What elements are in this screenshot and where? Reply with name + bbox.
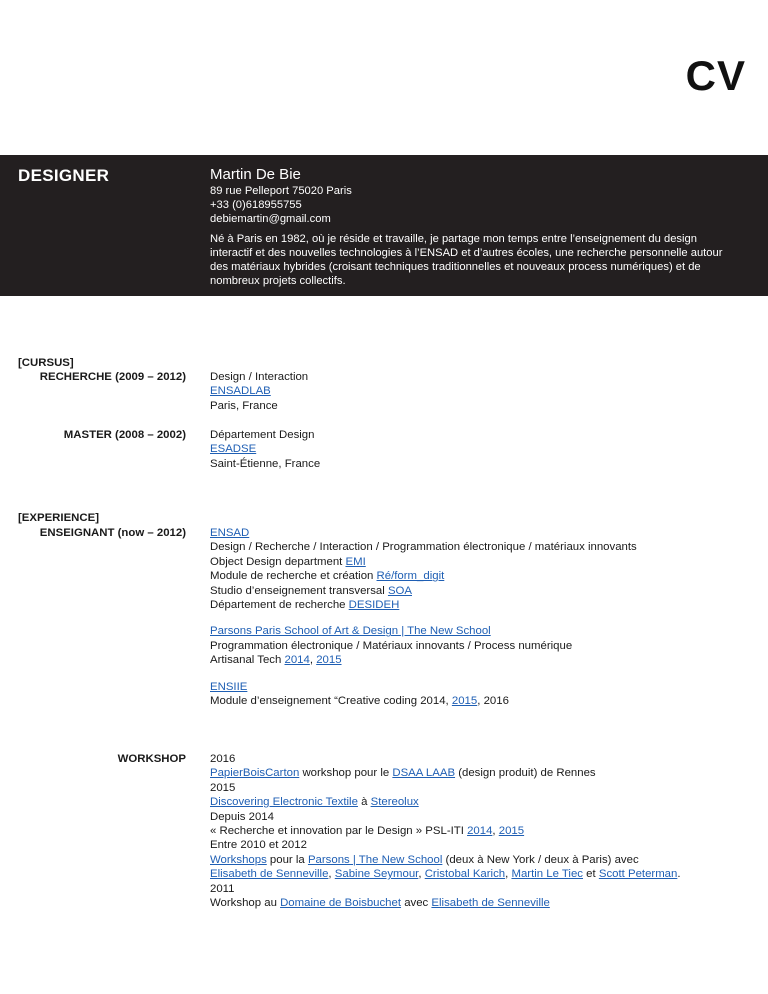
row-label-master: MASTER (2008 – 2002) [63, 429, 186, 441]
person-name: Martin De Bie [210, 166, 301, 183]
row-label-enseignant: ENSEIGNANT (now – 2012) [39, 527, 186, 539]
parsons-line: Programmation électronique / Matériaux innovants / Process numérique [210, 639, 573, 652]
parsons-new-school-link[interactable]: Parsons | The New School [307, 853, 443, 866]
seymour-link[interactable]: Sabine Seymour [334, 868, 419, 881]
section-label-cursus: [CURSUS] [18, 357, 74, 369]
recherche-location: Paris, France [210, 399, 278, 412]
workshops-line: Workshops pour la Parsons | The New School (deux à New York / deux à Paris) avec [210, 853, 639, 866]
electronic-textile-link[interactable]: Discovering Electronic Textile [210, 796, 358, 809]
senneville-link[interactable]: Elisabeth de Senneville [210, 868, 329, 881]
workshop-content [210, 752, 750, 910]
row-label-recherche: RECHERCHE (2009 – 2012) [39, 371, 186, 383]
master-line: Département Design [210, 429, 315, 441]
row-label-workshop: WORKSHOP [117, 753, 186, 765]
ensad-desideh-line: Département de recherche DESIDEH [210, 599, 400, 612]
psl-line: « Recherche et innovation par le Design » PSL-ITI 2014, 2015 [210, 825, 525, 838]
address: 89 rue Pelleport 75020 Paris [210, 185, 352, 197]
year-2011: 2011 [210, 882, 235, 895]
section-label-experience: [EXPERIENCE] [18, 512, 100, 524]
artisanal-2015-link[interactable]: 2015 [316, 654, 342, 667]
recherche-content [210, 370, 750, 413]
ensiie-line: Module d’enseignement “Creative coding 2014, 2015, 2016 [210, 695, 509, 708]
creative-coding-2015-link[interactable]: 2015 [451, 695, 478, 708]
soa-link[interactable]: SOA [387, 584, 412, 597]
bio: Né à Paris en 1982, où je réside et travaille, je partage mon temps entre l’enseignement du design interactif et des nouvelles technologies à l’ENSAD et d’autres écoles, une recherche personnelle autour des matériaux hybrides (croisant techniques traditionnelles et nouveaux process numériques) et de nombreux projets collectifs. [210, 233, 723, 287]
entre-2010-2012: Entre 2010 et 2012 [210, 839, 307, 852]
depuis-2014: Depuis 2014 [210, 810, 274, 823]
ensadlab-link[interactable]: ENSADLAB [210, 385, 271, 398]
ensad-emi-line: Object Design department EMI [210, 555, 366, 568]
stereolux-link[interactable]: Stereolux [370, 796, 419, 809]
collaborators-line: Elisabeth de Senneville, Sabine Seymour, Cristobal Karich, Martin Le Tiec et Scott Peterman. [210, 868, 681, 881]
master-location: Saint-Étienne, France [210, 457, 321, 470]
emi-link[interactable]: EMI [345, 555, 366, 568]
role-title: DESIGNER [18, 166, 110, 185]
ensiie-link[interactable]: ENSIIE [210, 680, 248, 693]
ensad-line: Design / Recherche / Interaction / Programmation électronique / matériaux innovants [210, 541, 637, 554]
year-2016: 2016 [210, 753, 236, 765]
dsaa-laab-link[interactable]: DSAA LAAB [392, 767, 456, 780]
workshops-link[interactable]: Workshops [210, 853, 267, 866]
artisanal-2014-link[interactable]: 2014 [284, 654, 310, 667]
papier-line: PapierBoisCarton workshop pour le DSAA LAAB (design produit) de Rennes [210, 767, 596, 780]
year-2015: 2015 [210, 781, 236, 794]
boisbuchet-link[interactable]: Domaine de Boisbuchet [280, 897, 402, 910]
papierboiscarton-link[interactable]: PapierBoisCarton [210, 767, 300, 780]
master-content [210, 428, 750, 471]
psl-2014-link[interactable]: 2014 [467, 825, 493, 838]
reform-digit-link[interactable]: Ré/form_digit [376, 570, 445, 583]
cv-title: CV [685, 52, 746, 99]
esadse-link[interactable]: ESADSE [210, 443, 257, 456]
desideh-link[interactable]: DESIDEH [348, 599, 400, 612]
boisbuchet-line: Workshop au Domaine de Boisbuchet avec Elisabeth de Senneville [210, 897, 550, 910]
le-tiec-link[interactable]: Martin Le Tiec [511, 868, 583, 881]
textile-line: Discovering Electronic Textile à Stereolux [210, 796, 419, 809]
ensad-reform-line: Module de recherche et création Ré/form_digit [210, 570, 445, 583]
header-band [0, 155, 768, 296]
phone: +33 (0)618955755 [210, 199, 302, 211]
contact-block [210, 165, 740, 288]
psl-2015-link[interactable]: 2015 [498, 825, 525, 838]
karich-link[interactable]: Cristobal Karich [424, 868, 506, 881]
recherche-line: Design / Interaction [210, 371, 309, 383]
artisanal-tech-line: Artisanal Tech 2014, 2015 [210, 654, 342, 667]
ensad-link[interactable]: ENSAD [210, 527, 250, 539]
peterman-link[interactable]: Scott Peterman [598, 868, 678, 881]
enseignant-content [210, 526, 750, 708]
email: debiemartin@gmail.com [210, 213, 331, 225]
senneville-2011-link[interactable]: Elisabeth de Senneville [431, 897, 550, 910]
parsons-paris-link[interactable]: Parsons Paris School of Art & Design | The New School [210, 625, 491, 638]
ensad-soa-line: Studio d’enseignement transversal SOA [210, 584, 412, 597]
